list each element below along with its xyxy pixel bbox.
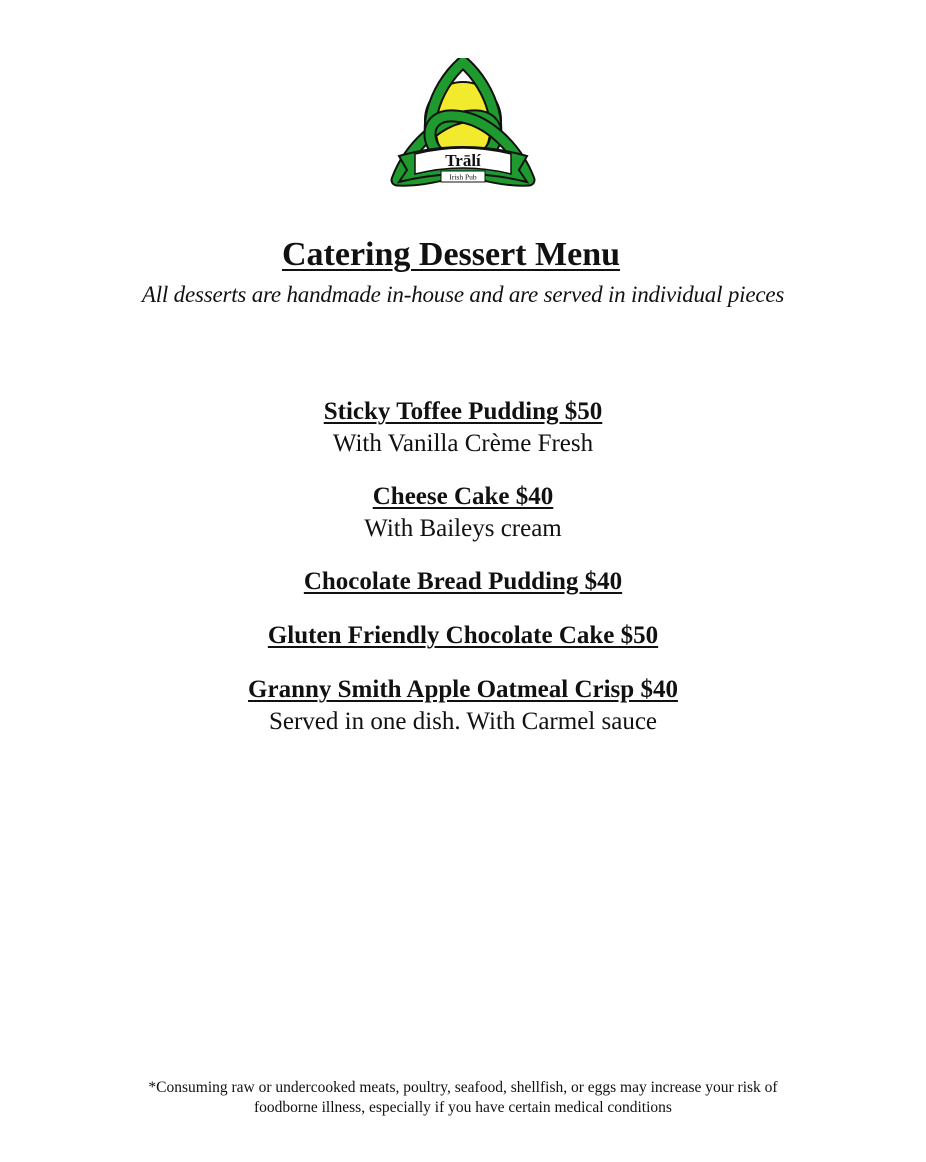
menu-item bbox=[0, 566, 926, 598]
menu-item bbox=[0, 674, 926, 737]
trali-irish-pub-logo bbox=[389, 58, 537, 192]
menu-item-name: Gluten Friendly Chocolate Cake $50 bbox=[267, 622, 659, 649]
menu-item-description: Served in one dish. With Carmel sauce bbox=[268, 708, 658, 735]
menu-item bbox=[0, 481, 926, 544]
page-subtitle: All desserts are handmade in-house and are served in individual pieces bbox=[141, 282, 785, 307]
menu-item bbox=[0, 620, 926, 652]
menu-item-name: Chocolate Bread Pudding $40 bbox=[303, 568, 623, 595]
menu-item-name: Granny Smith Apple Oatmeal Crisp $40 bbox=[248, 676, 678, 703]
menu-item-name: Sticky Toffee Pudding $50 bbox=[323, 398, 603, 425]
logo-name-text: Trālí bbox=[445, 151, 481, 170]
menu-item bbox=[0, 396, 926, 459]
disclaimer-line-1: *Consuming raw or undercooked meats, poultry, seafood, shellfish, or eggs may increase your risk of bbox=[148, 1079, 778, 1096]
dessert-menu-list bbox=[0, 396, 926, 759]
page-title: Catering Dessert Menu bbox=[281, 236, 621, 273]
logo-tagline-text: Irish Pub bbox=[449, 172, 477, 182]
menu-item-description: With Vanilla Crème Fresh bbox=[332, 430, 594, 457]
menu-item-description: With Baileys cream bbox=[364, 515, 562, 542]
food-safety-disclaimer bbox=[0, 1078, 926, 1118]
disclaimer-line-2: foodborne illness, especially if you have certain medical conditions bbox=[254, 1099, 672, 1116]
celtic-knot-logo-icon bbox=[389, 58, 537, 192]
menu-item-name: Cheese Cake $40 bbox=[372, 483, 554, 510]
